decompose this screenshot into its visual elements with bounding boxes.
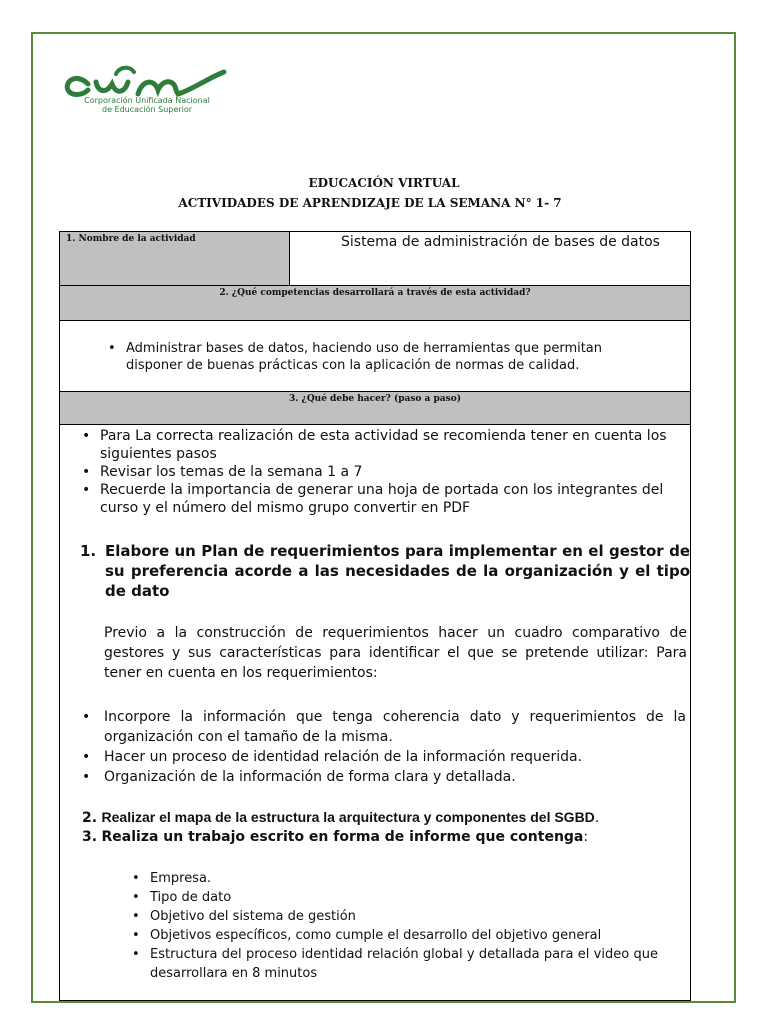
item3-heading bbox=[82, 828, 682, 846]
competencia-list bbox=[104, 340, 644, 374]
pasos-header: 3. ¿Qué debe hacer? (paso a paso) bbox=[289, 394, 461, 404]
item3-number: 3. bbox=[82, 829, 98, 845]
logo-caption-line2: de Educación Superior bbox=[101, 105, 193, 114]
step-item: • Recuerde la importancia de generar una hoja de portada con los integrantes del curso y el número del mismo grupo convertir en PDF bbox=[78, 481, 678, 517]
item2-suffix: . bbox=[594, 810, 600, 826]
activity-name-label: 1. Nombre de la actividad bbox=[66, 234, 196, 244]
item1-bullets bbox=[78, 707, 686, 787]
steps-list bbox=[78, 427, 678, 517]
logo-caption-line1: Corporación Unificada Nacional bbox=[84, 96, 210, 105]
item3-title: Realiza un trabajo escrito en forma de informe que contenga bbox=[101, 829, 584, 845]
step-item: • Para La correcta realización de esta actividad se recomienda tener en cuenta los siguientes pasos bbox=[78, 427, 678, 463]
item3-bullet: • Estructura del proceso identidad relación global y detallada para el video que desarrollara en 8 minutos bbox=[128, 945, 658, 983]
activity-name-label-cell bbox=[60, 232, 290, 285]
item3-bullets bbox=[128, 869, 658, 983]
activity-table bbox=[59, 231, 691, 1001]
item2-title: Realizar el mapa de la estructura la arquitectura y componentes del SGBD bbox=[101, 809, 595, 825]
item1-bullet: • Incorpore la información que tenga coherencia dato y requerimientos de la organización con el tamaño de la misma. bbox=[78, 707, 686, 747]
item1-title: Elabore un Plan de requerimientos para implementar en el gestor de su preferencia acorde a las necesidades de la organización y el tipo de dato bbox=[105, 542, 690, 600]
divider bbox=[60, 424, 690, 425]
item3-bullet: • Objetivo del sistema de gestión bbox=[128, 907, 658, 926]
item1-intro: Previo a la construcción de requerimientos hacer un cuadro comparativo de gestores y sus características para identificar el que se pretende utilizar: Para tener en cuenta en los requerimientos: bbox=[104, 625, 687, 681]
competencia-item: • Administrar bases de datos, haciendo uso de herramientas que permitan disponer de buenas prácticas con la aplicación de normas de calidad. bbox=[104, 340, 644, 374]
page-subtitle: ACTIVIDADES DE APRENDIZAJE DE LA SEMANA N° 1- 7 bbox=[178, 196, 562, 210]
item2-number: 2. bbox=[82, 810, 98, 826]
item1-heading bbox=[80, 541, 690, 601]
item3-suffix: : bbox=[583, 829, 589, 845]
competencias-header: 2. ¿Qué competencias desarrollará a través de esta actividad? bbox=[219, 288, 531, 298]
item1-number: 1. bbox=[80, 542, 97, 560]
item3-bullet: • Empresa. bbox=[128, 869, 658, 888]
divider bbox=[60, 320, 690, 321]
item1-bullet: • Organización de la información de forma clara y detallada. bbox=[78, 767, 686, 787]
item1-bullet: • Hacer un proceso de identidad relación de la información requerida. bbox=[78, 747, 686, 767]
activity-name-value: Sistema de administración de bases de datos bbox=[341, 234, 660, 250]
step-item: • Revisar los temas de la semana 1 a 7 bbox=[78, 463, 678, 481]
page-title: EDUCACIÓN VIRTUAL bbox=[308, 176, 460, 190]
logo-caption bbox=[62, 96, 232, 114]
item3-bullet: • Tipo de dato bbox=[128, 888, 658, 907]
item3-bullet: • Objetivos específicos, como cumple el desarrollo del objetivo general bbox=[128, 926, 658, 945]
item2-heading bbox=[82, 808, 682, 827]
